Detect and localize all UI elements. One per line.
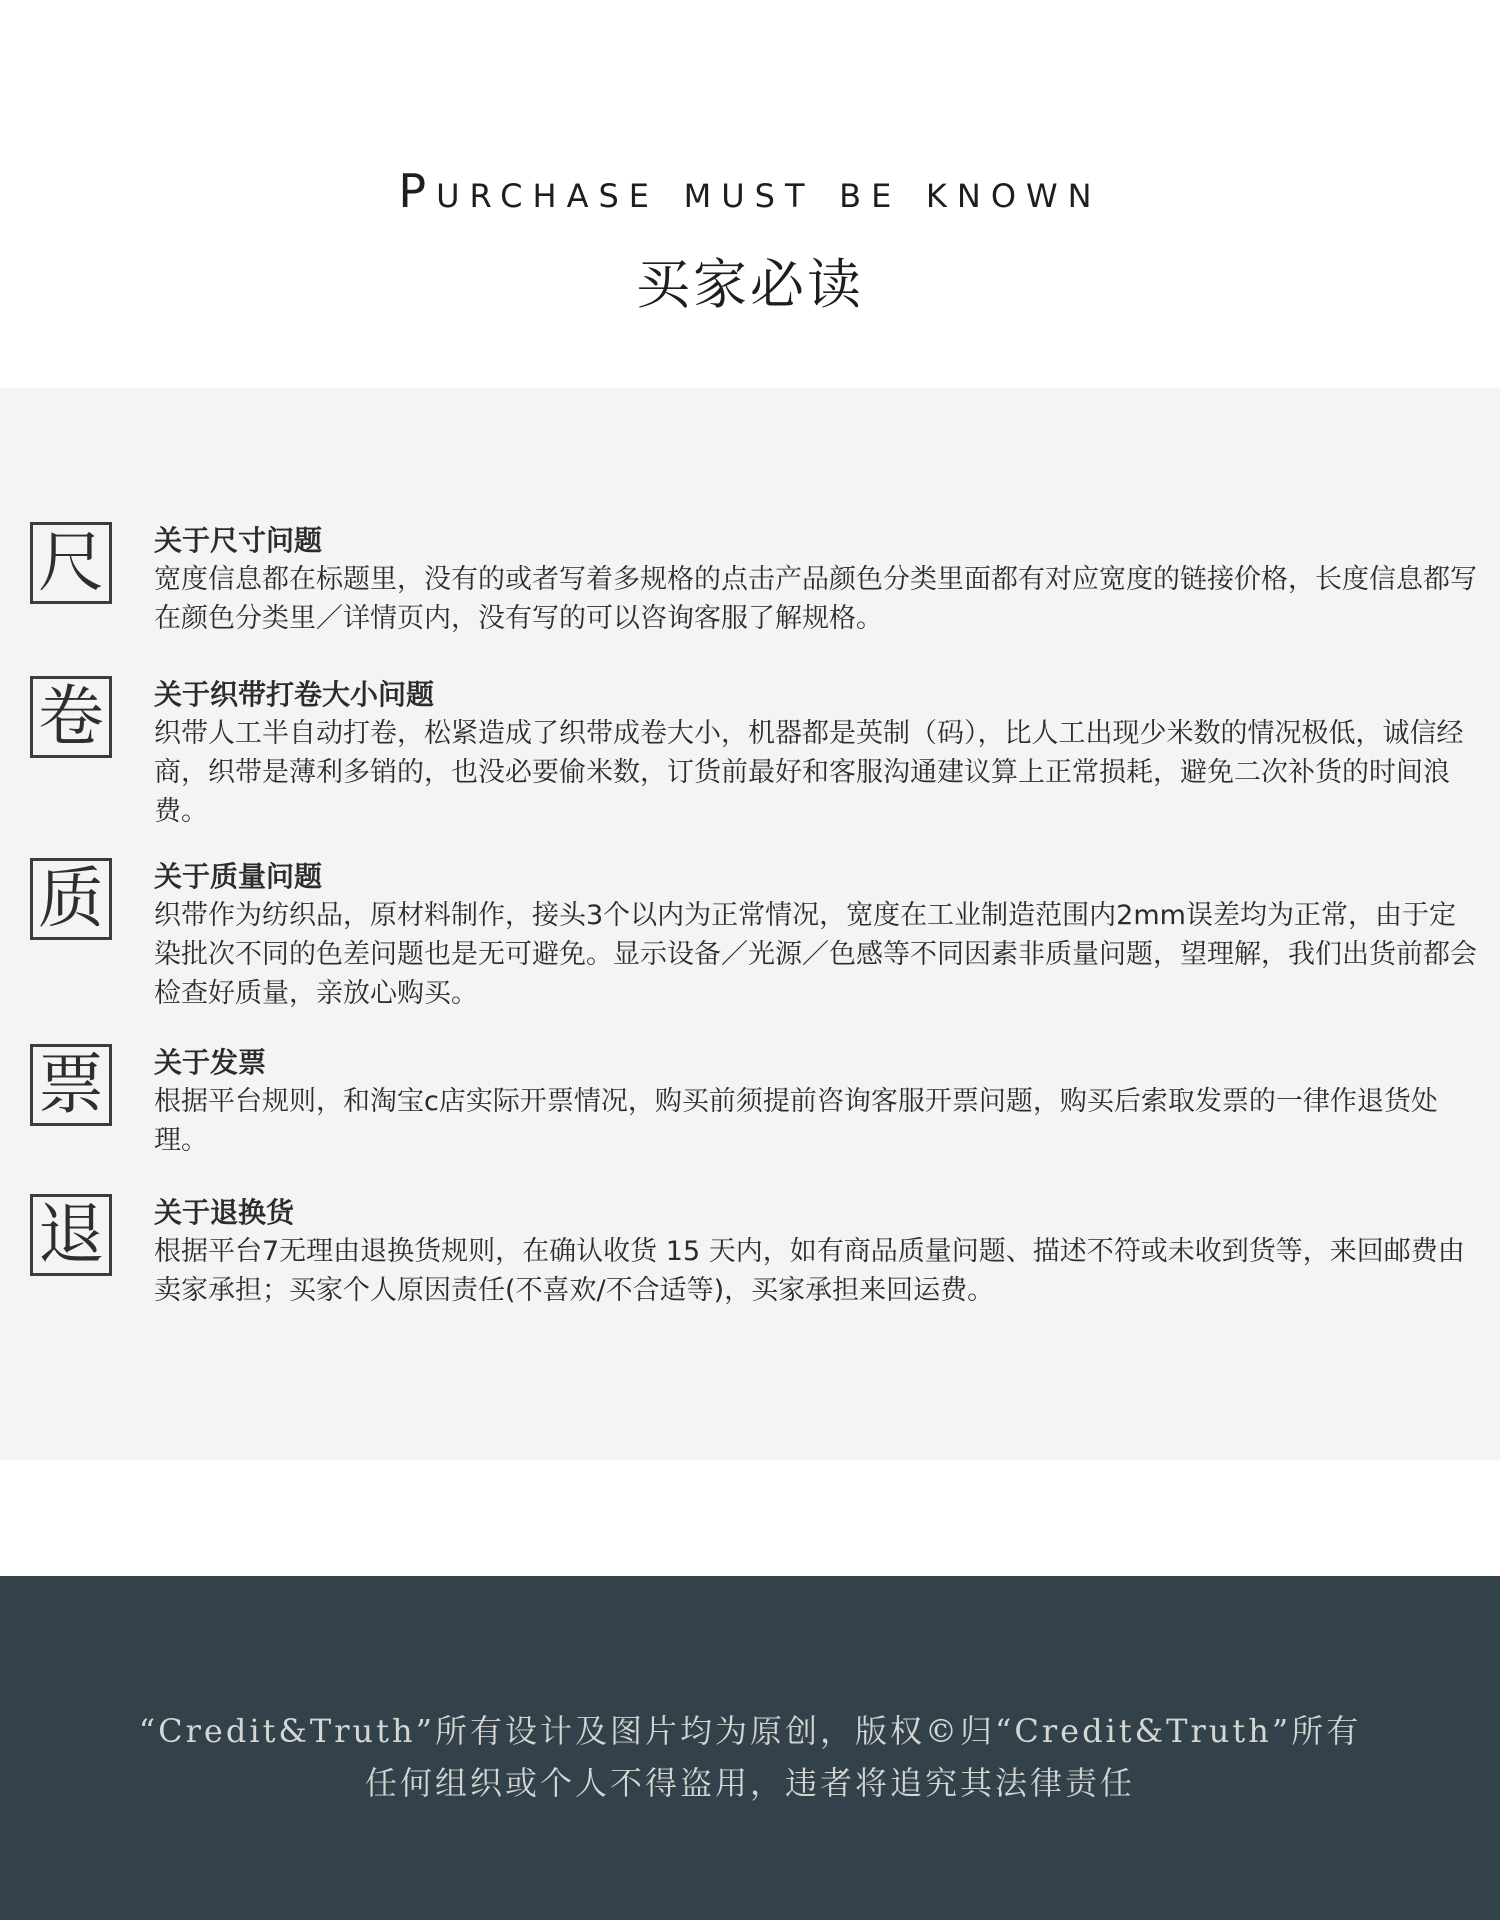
size-icon: 尺 — [30, 522, 112, 604]
note-roll-body: 织带人工半自动打卷，松紧造成了织带成卷大小，机器都是英制（码），比人工出现少米数的情况极低，诚信经商，织带是薄利多销的，也没必要偷米数，订货前最好和客服沟通建议算上正常损耗，避免二次补货的时间浪费。 — [154, 718, 1464, 827]
note-quality-title: 关于质量问题 — [154, 860, 323, 893]
note-return-title: 关于退换货 — [154, 1196, 295, 1229]
header — [0, 0, 1500, 388]
note-quality-body: 织带作为纺织品，原材料制作，接头3个以内为正常情况，宽度在工业制造范围内2mm误差均为正常，由于定染批次不同的色差问题也是无可避免。显示设备／光源／色感等不同因素非质量问题，望理解，我们出货前都会检查好质量，亲放心购买。 — [154, 900, 1477, 1009]
note-size-title: 关于尺寸问题 — [154, 524, 323, 557]
footer — [0, 1576, 1500, 1920]
note-invoice-body: 根据平台规则，和淘宝c店实际开票情况，购买前须提前咨询客服开票问题，购买后索取发票的一律作退货处理。 — [154, 1086, 1438, 1156]
note-invoice-title: 关于发票 — [154, 1046, 267, 1079]
page-title-cn: 买家必读 — [636, 253, 864, 316]
note-size-body: 宽度信息都在标题里，没有的或者写着多规格的点击产品颜色分类里面都有对应宽度的链接价格，长度信息都写在颜色分类里／详情页内，没有写的可以咨询客服了解规格。 — [154, 564, 1477, 634]
page-title-en: Purchase must be known — [398, 164, 1102, 218]
note-roll-title: 关于织带打卷大小问题 — [154, 678, 435, 711]
copyright-line: “Credit&Truth”所有设计及图片均为原创，版权©归“Credit&Truth”所有 — [138, 1712, 1362, 1750]
quality-icon: 质 — [30, 858, 112, 940]
spacer — [0, 1460, 1500, 1576]
notes-section — [0, 388, 1500, 1460]
return-icon: 退 — [30, 1194, 112, 1276]
note-return-body: 根据平台7无理由退换货规则，在确认收货 15 天内，如有商品质量问题、描述不符或未收到货等，来回邮费由卖家承担；买家个人原因责任(不喜欢/不合适等)，买家承担来回运费。 — [154, 1236, 1465, 1306]
invoice-icon: 票 — [30, 1044, 112, 1126]
roll-icon: 卷 — [30, 676, 112, 758]
legal-warning-line: 任何组织或个人不得盗用，违者将追究其法律责任 — [364, 1764, 1135, 1802]
